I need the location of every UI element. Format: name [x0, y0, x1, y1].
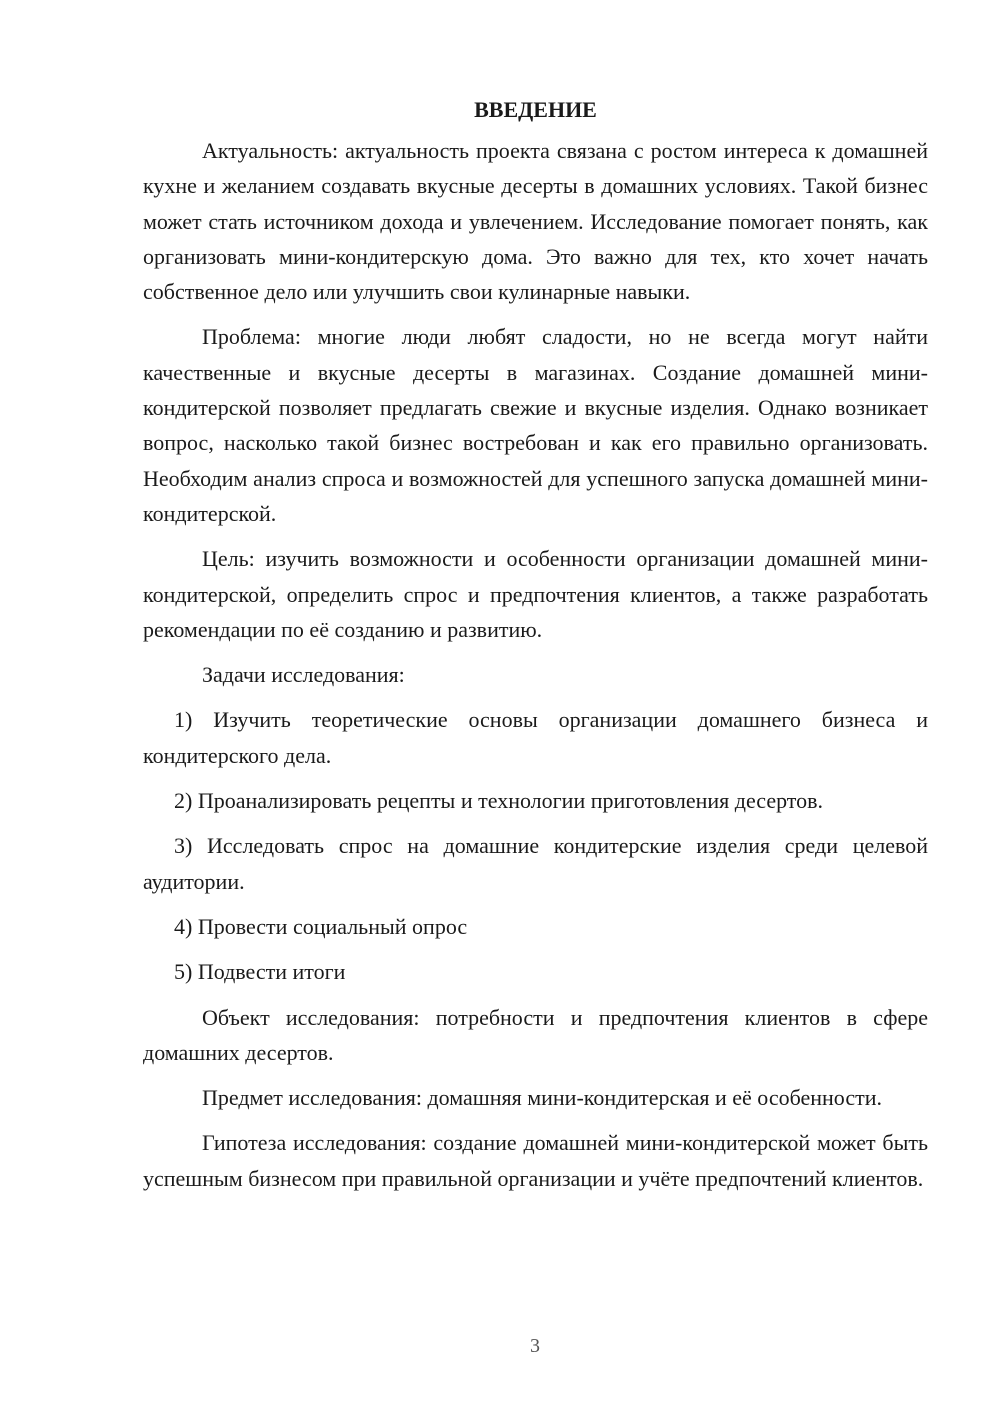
hypothesis-paragraph: Гипотеза исследования: создание домашней мини-кондитерской может быть успешным бизнесом при правильной организации и учёте предпочтений клиентов.	[143, 1130, 928, 1191]
problem-paragraph: Проблема: многие люди любят сладости, но не всегда могут найти качественные и вкусные десерты в магазинах. Создание домашней мини-кондитерской позволяет предлагать свежие и вкусные изделия. Однако возникает вопрос, насколько такой бизнес востребован и как его правильно организовать. Необходим анализ спроса и возможностей для успешного запуска домашней мини-кондитерской.	[143, 324, 928, 526]
tasks-heading: Задачи исследования:	[202, 662, 405, 688]
subject-paragraph: Предмет исследования: домашняя мини-кондитерская и её особенности.	[202, 1085, 883, 1111]
list-item: 2) Проанализировать рецепты и технологии приготовления десертов.	[174, 788, 824, 814]
list-item: 1) Изучить теоретические основы организации домашнего бизнеса и кондитерского дела.	[143, 707, 928, 768]
relevance-paragraph: Актуальность: актуальность проекта связана с ростом интереса к домашней кухне и желанием создавать вкусные десерты в домашних условиях. Такой бизнес может стать источником дохода и увлечением. Исследование помогает понять, как организовать мини-кондитерскую дома. Это важно для тех, кто хочет начать собственное дело или улучшить свои кулинарные навыки.	[143, 138, 928, 305]
goal-paragraph: Цель: изучить возможности и особенности организации домашней мини-кондитерской, определить спрос и предпочтения клиентов, а также разработать рекомендации по её созданию и развитию.	[143, 546, 928, 642]
document-page	[143, 92, 928, 1206]
list-item: 5) Подвести итоги	[174, 959, 346, 985]
page-title: ВВЕДЕНИЕ	[474, 97, 597, 122]
list-item: 3) Исследовать спрос на домашние кондитерские изделия среди целевой аудитории.	[143, 833, 928, 894]
list-item: 4) Провести социальный опрос	[174, 913, 468, 939]
object-paragraph: Объект исследования: потребности и предпочтения клиентов в сфере домашних десертов.	[143, 1004, 928, 1065]
page-number: 3	[530, 1335, 540, 1357]
